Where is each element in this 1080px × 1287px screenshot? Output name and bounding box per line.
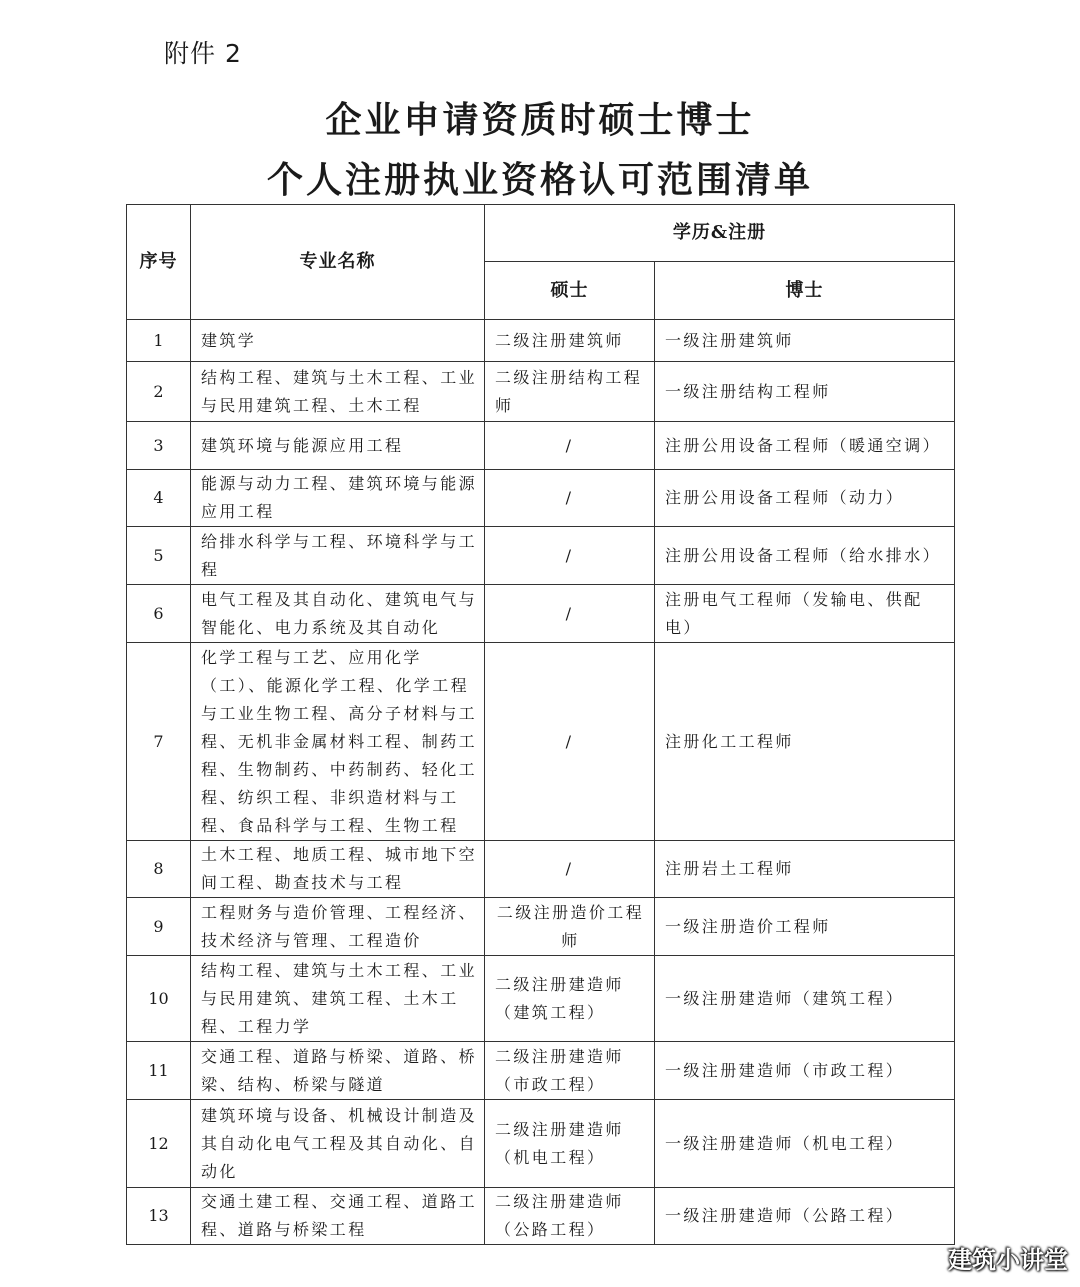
row-index: 9 bbox=[127, 898, 191, 956]
table-row bbox=[127, 1042, 955, 1100]
table-row bbox=[127, 643, 955, 841]
watermark: 建筑小讲堂 bbox=[948, 1246, 1068, 1274]
table-row bbox=[127, 1188, 955, 1245]
row-index: 12 bbox=[127, 1100, 191, 1188]
table-row bbox=[127, 841, 955, 898]
row-major: 交通土建工程、交通工程、道路工程、道路与桥梁工程 bbox=[191, 1188, 485, 1245]
row-doctor: 一级注册建造师（公路工程） bbox=[655, 1188, 955, 1245]
document-title-line-2: 个人注册执业资格认可范围清单 bbox=[266, 160, 813, 201]
table-row bbox=[127, 320, 955, 362]
row-doctor: 注册化工工程师 bbox=[655, 643, 955, 841]
table-row bbox=[127, 1100, 955, 1188]
row-master: / bbox=[485, 643, 655, 841]
attachment-label: 附件 2 bbox=[164, 39, 242, 68]
row-major: 土木工程、地质工程、城市地下空间工程、勘查技术与工程 bbox=[191, 841, 485, 898]
row-index: 6 bbox=[127, 585, 191, 643]
row-doctor: 注册公用设备工程师（动力） bbox=[655, 470, 955, 527]
row-master: 二级注册建筑师 bbox=[485, 320, 655, 362]
row-master: 二级注册建造师（市政工程） bbox=[485, 1042, 655, 1100]
table-row bbox=[127, 956, 955, 1042]
row-index: 13 bbox=[127, 1188, 191, 1245]
row-major: 结构工程、建筑与土木工程、工业与民用建筑工程、土木工程 bbox=[191, 362, 485, 422]
row-major: 给排水科学与工程、环境科学与工程 bbox=[191, 527, 485, 585]
table-row bbox=[127, 422, 955, 470]
row-major: 电气工程及其自动化、建筑电气与智能化、电力系统及其自动化 bbox=[191, 585, 485, 643]
header-master: 硕士 bbox=[485, 262, 655, 320]
row-doctor: 一级注册建造师（建筑工程） bbox=[655, 956, 955, 1042]
table-row bbox=[127, 585, 955, 643]
row-index: 5 bbox=[127, 527, 191, 585]
row-master: 二级注册造价工程师 bbox=[485, 898, 655, 956]
row-master: / bbox=[485, 470, 655, 527]
row-master: 二级注册结构工程师 bbox=[485, 362, 655, 422]
row-master: / bbox=[485, 422, 655, 470]
row-master: 二级注册建造师（公路工程） bbox=[485, 1188, 655, 1245]
row-index: 1 bbox=[127, 320, 191, 362]
table-row bbox=[127, 527, 955, 585]
row-index: 10 bbox=[127, 956, 191, 1042]
row-doctor: 一级注册建造师（市政工程） bbox=[655, 1042, 955, 1100]
table-row bbox=[127, 362, 955, 422]
row-doctor: 一级注册结构工程师 bbox=[655, 362, 955, 422]
row-master: / bbox=[485, 585, 655, 643]
header-index: 序号 bbox=[127, 205, 191, 320]
row-doctor: 注册电气工程师（发输电、供配电） bbox=[655, 585, 955, 643]
row-master: / bbox=[485, 841, 655, 898]
row-major: 建筑学 bbox=[191, 320, 485, 362]
row-major: 工程财务与造价管理、工程经济、技术经济与管理、工程造价 bbox=[191, 898, 485, 956]
row-major: 建筑环境与能源应用工程 bbox=[191, 422, 485, 470]
table-row bbox=[127, 470, 955, 527]
table-body bbox=[127, 320, 955, 1245]
row-major: 化学工程与工艺、应用化学（工）、能源化学工程、化学工程与工业生物工程、高分子材料与工程、无机非金属材料工程、制药工程、生物制药、中药制药、轻化工程、纺织工程、非织造材料与工程、食品科学与工程、生物工程 bbox=[191, 643, 485, 841]
row-index: 8 bbox=[127, 841, 191, 898]
row-doctor: 注册公用设备工程师（给水排水） bbox=[655, 527, 955, 585]
header-major: 专业名称 bbox=[191, 205, 485, 320]
row-master: / bbox=[485, 527, 655, 585]
row-index: 11 bbox=[127, 1042, 191, 1100]
row-index: 3 bbox=[127, 422, 191, 470]
row-index: 2 bbox=[127, 362, 191, 422]
row-doctor: 一级注册建造师（机电工程） bbox=[655, 1100, 955, 1188]
row-master: 二级注册建造师（机电工程） bbox=[485, 1100, 655, 1188]
table-row bbox=[127, 898, 955, 956]
row-major: 交通工程、道路与桥梁、道路、桥梁、结构、桥梁与隧道 bbox=[191, 1042, 485, 1100]
document-title-line-1: 企业申请资质时硕士博士 bbox=[325, 100, 755, 141]
row-master: 二级注册建造师（建筑工程） bbox=[485, 956, 655, 1042]
row-major: 结构工程、建筑与土木工程、工业与民用建筑、建筑工程、土木工程、工程力学 bbox=[191, 956, 485, 1042]
row-index: 7 bbox=[127, 643, 191, 841]
row-major: 建筑环境与设备、机械设计制造及其自动化电气工程及其自动化、自动化 bbox=[191, 1100, 485, 1188]
row-doctor: 注册岩土工程师 bbox=[655, 841, 955, 898]
row-doctor: 一级注册建筑师 bbox=[655, 320, 955, 362]
row-doctor: 一级注册造价工程师 bbox=[655, 898, 955, 956]
row-doctor: 注册公用设备工程师（暖通空调） bbox=[655, 422, 955, 470]
header-degree-registration: 学历&注册 bbox=[485, 205, 955, 262]
row-index: 4 bbox=[127, 470, 191, 527]
row-major: 能源与动力工程、建筑环境与能源应用工程 bbox=[191, 470, 485, 527]
header-doctor: 博士 bbox=[655, 262, 955, 320]
qualification-table bbox=[126, 204, 955, 1245]
